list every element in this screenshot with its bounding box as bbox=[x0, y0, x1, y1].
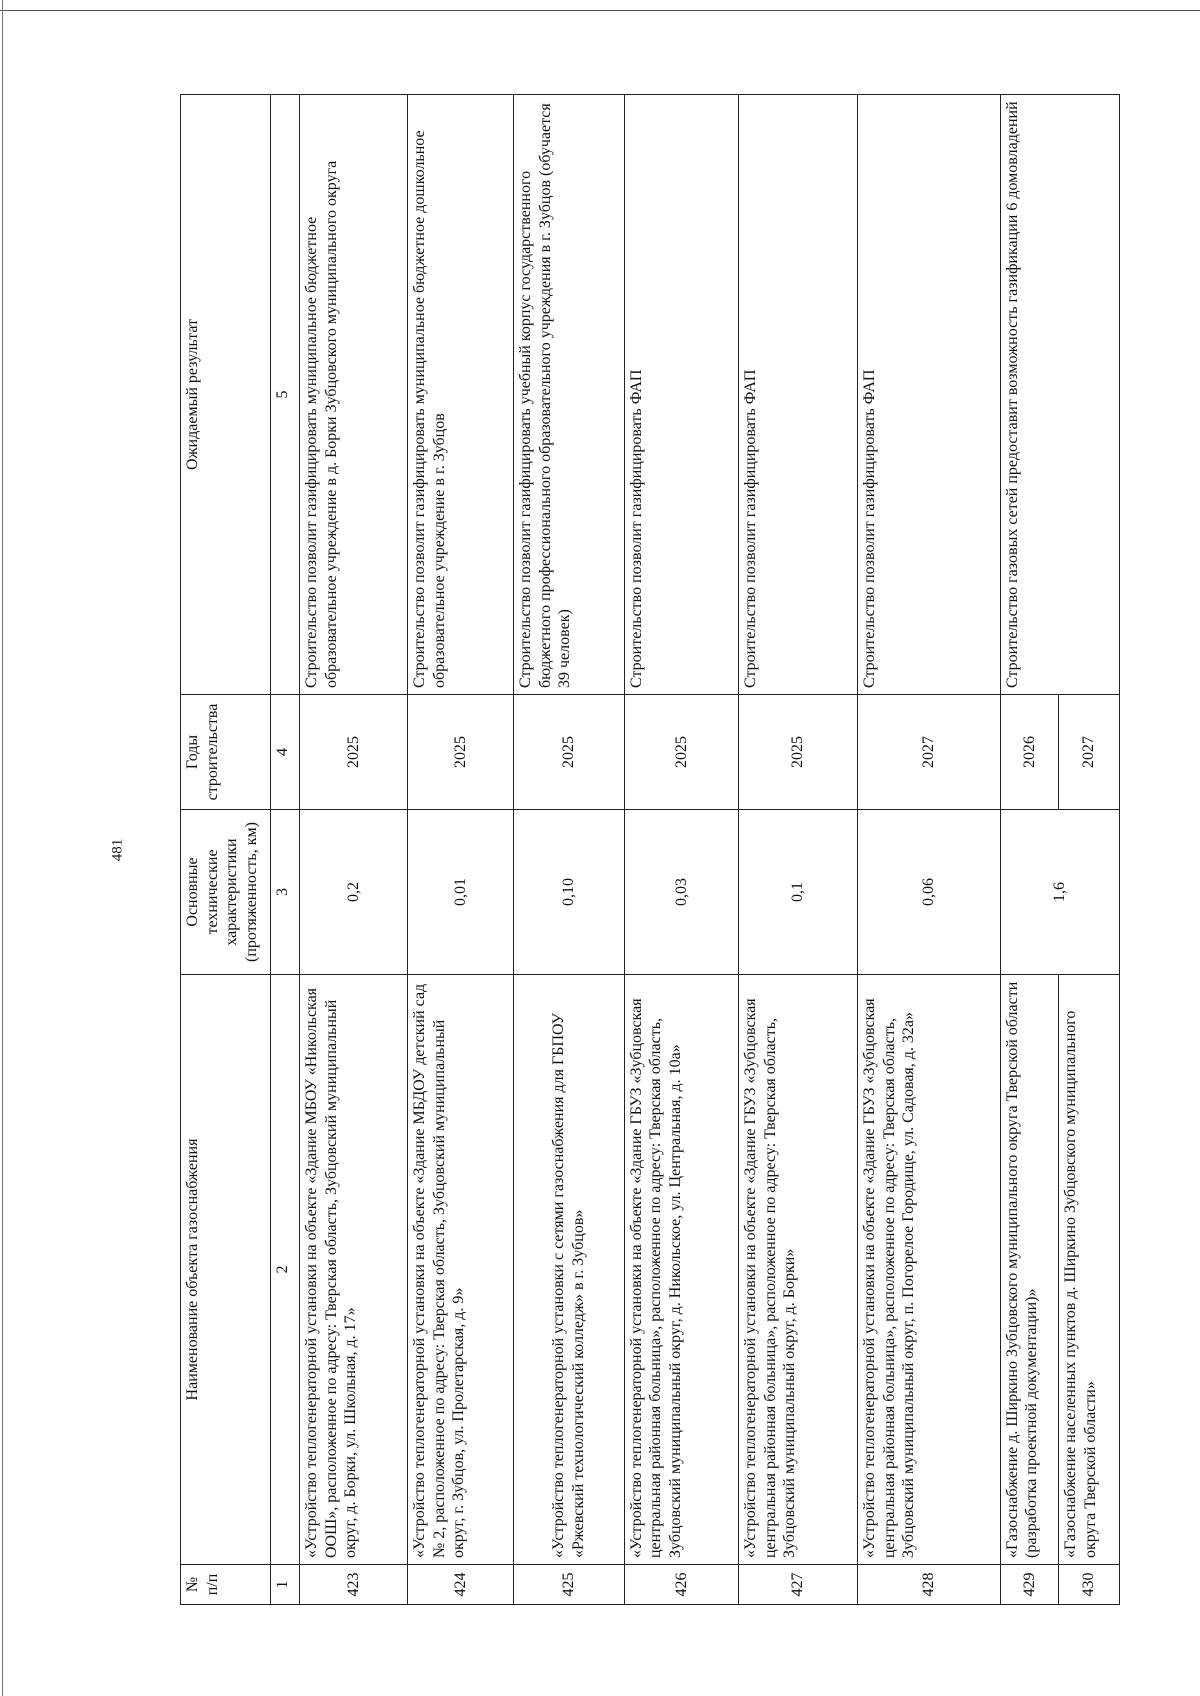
construction-year: 2025 bbox=[514, 695, 624, 810]
table-header-row bbox=[181, 95, 271, 1605]
scan-edge-left bbox=[2, 0, 3, 1696]
object-name: «Устройство теплогенераторной установки на объекте «Здание ГБУЗ «Зубцовская центральная районная больница», расположенное по адресу: Тверская область, Зубцовский муниципальный округ, п. Погорелое Городище, ул. Садовая, д. 32а» bbox=[858, 975, 1001, 1565]
construction-year: 2027 bbox=[858, 695, 1001, 810]
object-name: «Газоснабжение д. Ширкино Зубцовского муниципального округа Тверской области (разработка проектной документации)» bbox=[1000, 975, 1058, 1565]
row-number: 427 bbox=[739, 1565, 858, 1605]
header-expected-result: Ожидаемый результат bbox=[181, 95, 271, 695]
object-length: 0,01 bbox=[408, 810, 514, 975]
object-name: «Устройство теплогенераторной установки на объекте «Здание ГБУЗ «Зубцовская центральная районная больница», расположенное по адресу: Тверская область, Зубцовский муниципальный округ, д. Борки» bbox=[739, 975, 858, 1565]
row-number: 425 bbox=[514, 1565, 624, 1605]
object-length-shared: 1,6 bbox=[1000, 810, 1119, 975]
row-number: 430 bbox=[1059, 1565, 1120, 1605]
column-number: 2 bbox=[270, 975, 299, 1565]
object-name: «Устройство теплогенераторной установки на объекте «Здание ГБУЗ «Зубцовская центральная районная больница», расположенное по адресу: Тверская область, Зубцовский муниципальный округ, д. Никольское, ул. Центральная, д. 10а» bbox=[624, 975, 739, 1565]
gas-supply-objects-table bbox=[180, 94, 1120, 1605]
object-name: «Газоснабжение населенных пунктов д. Ширкино Зубцовского муниципального округа Тверской области» bbox=[1059, 975, 1120, 1565]
construction-year: 2026 bbox=[1000, 695, 1058, 810]
expected-result: Строительство позволит газифицировать ФАП bbox=[739, 95, 858, 695]
construction-year: 2025 bbox=[300, 695, 408, 810]
object-length: 0,10 bbox=[514, 810, 624, 975]
header-technical-characteristics: Основные технические характеристики (протяженность, км) bbox=[181, 810, 271, 975]
table-row bbox=[408, 95, 514, 1605]
page-number: 481 bbox=[109, 838, 126, 862]
object-length: 0,06 bbox=[858, 810, 1001, 975]
expected-result: Строительство позволит газифицировать ФАП bbox=[858, 95, 1001, 695]
expected-result: Строительство позволит газифицировать муниципальное бюджетное дошкольное образовательное учреждение в г. Зубцов bbox=[408, 95, 514, 695]
table-row bbox=[624, 95, 739, 1605]
expected-result: Строительство позволит газифицировать муниципальное бюджетное образовательное учреждение в д. Борки Зубцовского муниципального округа bbox=[300, 95, 408, 695]
object-length: 0,1 bbox=[739, 810, 858, 975]
column-number-row bbox=[270, 95, 299, 1605]
construction-year: 2025 bbox=[408, 695, 514, 810]
construction-year: 2025 bbox=[739, 695, 858, 810]
scan-edge-top bbox=[0, 10, 1200, 11]
expected-result: Строительство позволит газифицировать ФАП bbox=[624, 95, 739, 695]
construction-year: 2025 bbox=[624, 695, 739, 810]
table-row bbox=[739, 95, 858, 1605]
object-length: 0,2 bbox=[300, 810, 408, 975]
object-name: «Устройство теплогенераторной установки на объекте «Здание МБОУ «Никольская ООШ», расположенное по адресу: Тверская область, Зубцовский муниципальный округ, д. Борки, ул. Школьная, д. 17» bbox=[300, 975, 408, 1565]
column-number: 1 bbox=[270, 1565, 299, 1605]
column-number: 4 bbox=[270, 695, 299, 810]
row-number: 428 bbox=[858, 1565, 1001, 1605]
column-number: 5 bbox=[270, 95, 299, 695]
row-number: 424 bbox=[408, 1565, 514, 1605]
column-number: 3 bbox=[270, 810, 299, 975]
header-object-name: Наименование объекта газоснабжения bbox=[181, 975, 271, 1565]
object-name: «Устройство теплогенераторной установки с сетями газоснабжения для ГБПОУ «Ржевский технологический колледж» в г. Зубцов» bbox=[514, 975, 624, 1565]
object-name: «Устройство теплогенераторной установки на объекте «Здание МБДОУ детский сад № 2, расположенное по адресу: Тверская область, Зубцовский муниципальный округ, г. Зубцов, ул. Пролетарская, д. 9» bbox=[408, 975, 514, 1565]
table-row bbox=[514, 95, 624, 1605]
header-number: № п/п bbox=[181, 1565, 271, 1605]
table-row bbox=[858, 95, 1001, 1605]
construction-year: 2027 bbox=[1059, 695, 1120, 810]
expected-result-shared: Строительство газовых сетей предоставит возможность газификации 6 домовладений bbox=[1000, 95, 1119, 695]
header-construction-years: Годы строительства bbox=[181, 695, 271, 810]
table-row bbox=[1000, 95, 1058, 1605]
row-number: 426 bbox=[624, 1565, 739, 1605]
row-number: 423 bbox=[300, 1565, 408, 1605]
row-number: 429 bbox=[1000, 1565, 1058, 1605]
table-row bbox=[300, 95, 408, 1605]
object-length: 0,03 bbox=[624, 810, 739, 975]
rotated-table-container bbox=[180, 95, 1120, 1605]
expected-result: Строительство позволит газифицировать учебный корпус государственного бюджетного профессионального образовательного учреждения в г. Зубцов (обучается 39 человек) bbox=[514, 95, 624, 695]
